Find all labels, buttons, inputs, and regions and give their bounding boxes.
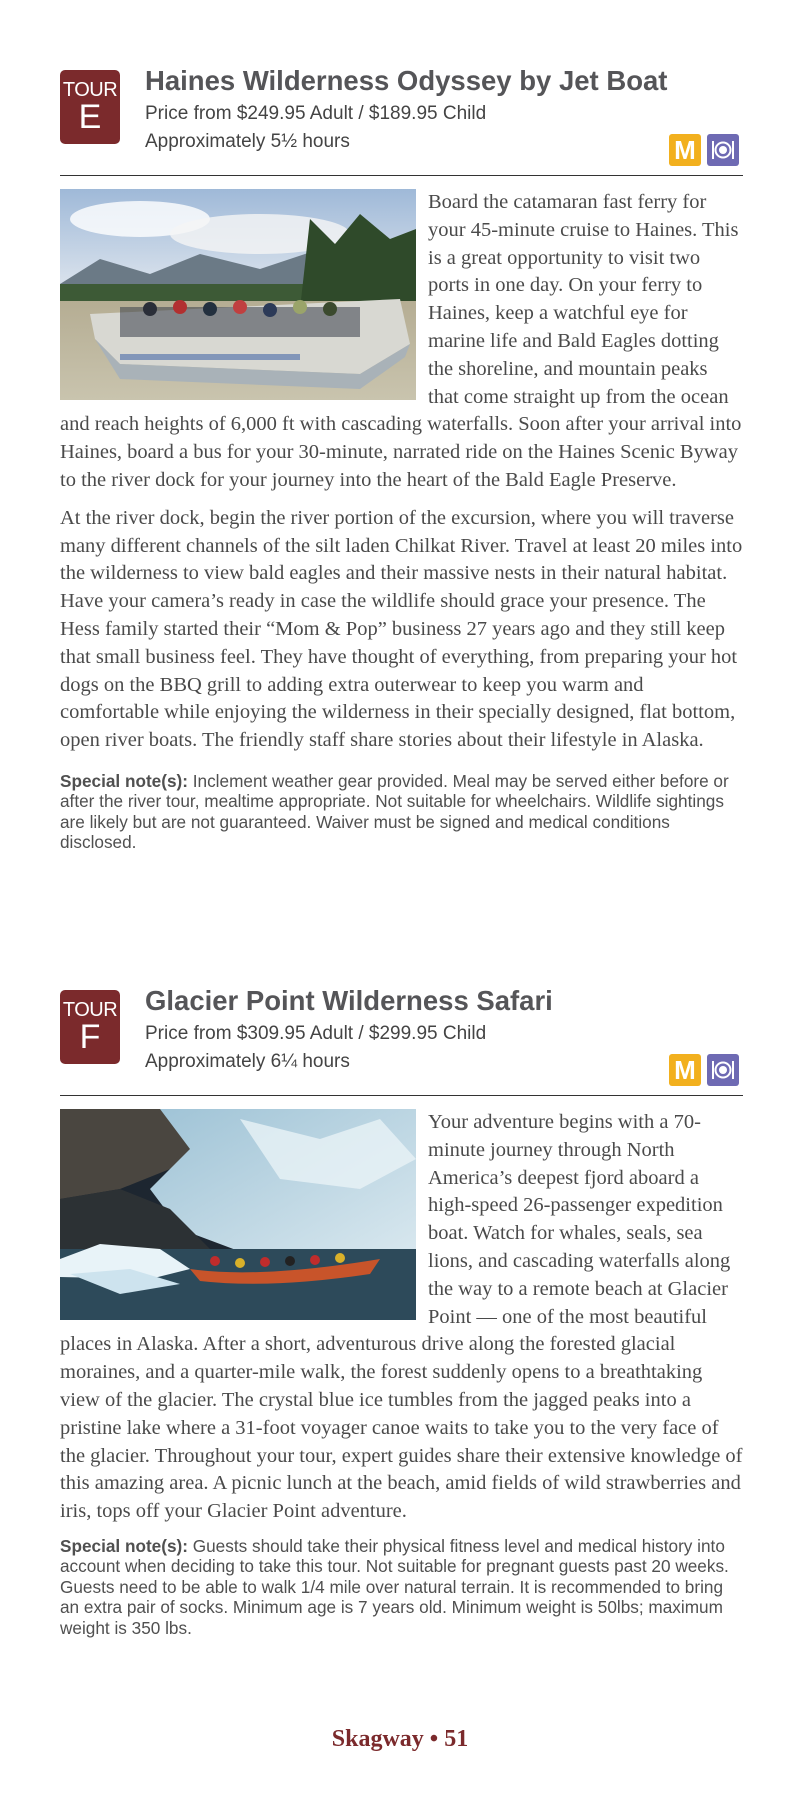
special-notes [60, 1536, 743, 1639]
tour-badge [60, 990, 120, 1064]
special-notes-text: Guests should take their physical fitness level and medical history into account when deciding to take this tour. Not suitable for pregnant guests past 20 weeks. Guests need to be able to walk 1/4 mile over natural terrain. It is recommended to bring an extra pair of socks. Minimum age is 7 years old. Minimum weight is 50lbs; maximum weight is 350 lbs. [60, 1535, 729, 1638]
special-notes-label: Special note(s): [60, 770, 188, 791]
tour-badge-letter: F [79, 1018, 101, 1056]
meal-m-icon: M [669, 1054, 701, 1086]
plate-utensils-icon [707, 134, 739, 166]
meal-m-icon: M [669, 134, 701, 166]
page-footer: Skagway • 51 [331, 1726, 469, 1752]
tour-amenity-icons [669, 134, 739, 166]
tour-title: Glacier Point Wilderness Safari [145, 985, 553, 1016]
tour-badge-label: TOUR [62, 999, 118, 1021]
tour-body [60, 189, 743, 853]
special-notes-label: Special note(s): [60, 1535, 188, 1556]
tour-price: Price from $249.95 Adult / $189.95 Child [145, 103, 487, 124]
glacier-canoe-photo [60, 1109, 416, 1320]
tour-header [60, 984, 743, 1096]
tour-description-paragraph: Your adventure begins with a 70-minute journey through North America’s deepest fjord aboard a high-speed 26-passenger expedition boat. Watch for whales, seals, sea lions, and cascading waterfalls along the way to a remote beach at Glacier Point — one of the most beautiful places in Alaska. After a short, adventurous drive along the forested glacial moraines, and a quarter-mile walk, the forest suddenly opens to a breathtaking view of the glacier. The crystal blue ice tumbles from the jagged peaks into a pristine lake where a 31-foot voyager canoe waits to take you to the very face of the glacier. Throughout your tour, expert guides share their extensive knowledge of this amazing area. A picnic lunch at the beach, amid fields of wild strawberries and iris, tops off your Glacier Point adventure. [60, 1111, 743, 1523]
tour-badge-label: TOUR [62, 79, 118, 101]
section-divider [60, 1095, 743, 1096]
special-notes-text: Inclement weather gear provided. Meal may be served either before or after the river tour, mealtime appropriate. Not suitable for wheelchairs. Wildlife sightings are likely but are not guaranteed. Waiver must be signed and medical conditions disclosed. [60, 770, 729, 853]
tour-header [60, 64, 743, 176]
tour-body [60, 1109, 743, 1638]
tour-amenity-icons [669, 1054, 739, 1086]
tour-e-section [60, 64, 743, 853]
tour-title: Haines Wilderness Odyssey by Jet Boat [145, 65, 668, 96]
tour-duration: Approximately 6¼ hours [145, 1051, 350, 1072]
tour-description-paragraph: At the river dock, begin the river portion of the excursion, where you will traverse many different channels of the silt laden Chilkat River. Travel at least 20 miles into the wilderness to view bald eagles and their massive nests in their natural habitat. Have your camera’s ready in case the wildlife should grace your presence. The Hess family started their “Mom & Pop” business 27 years ago and they still keep that small business feel. They have thought of everything, from preparing your hot dogs on the BBQ grill to adding extra outerwear to keep you warm and comfortable while enjoying the wilderness in their specially designed, flat bottom, open river boats. The friendly staff share stories about their lifestyle in Alaska. [60, 506, 743, 752]
tour-badge [60, 70, 120, 144]
plate-utensils-icon [707, 1054, 739, 1086]
tour-description-paragraph: Board the catamaran fast ferry for your 45-minute cruise to Haines. This is a great opportunity to visit two ports in one day. On your ferry to Haines, keep a watchful eye for marine life and Bald Eagles dotting the shoreline, and mountain peaks that come straight up from the ocean and reach heights of 6,000 ft with cascading waterfalls. Soon after your arrival into Haines, board a bus for your 30-minute, narrated ride on the Haines Scenic Byway to the river dock for your journey into the heart of the Bald Eagle Preserve. [60, 191, 742, 491]
tour-f-section [60, 984, 743, 1638]
tour-duration: Approximately 5½ hours [145, 131, 350, 152]
tour-price: Price from $309.95 Adult / $299.95 Child [145, 1023, 487, 1044]
special-notes [60, 771, 743, 853]
section-divider [60, 175, 743, 176]
jet-boat-photo [60, 189, 416, 400]
tour-badge-letter: E [78, 98, 102, 136]
